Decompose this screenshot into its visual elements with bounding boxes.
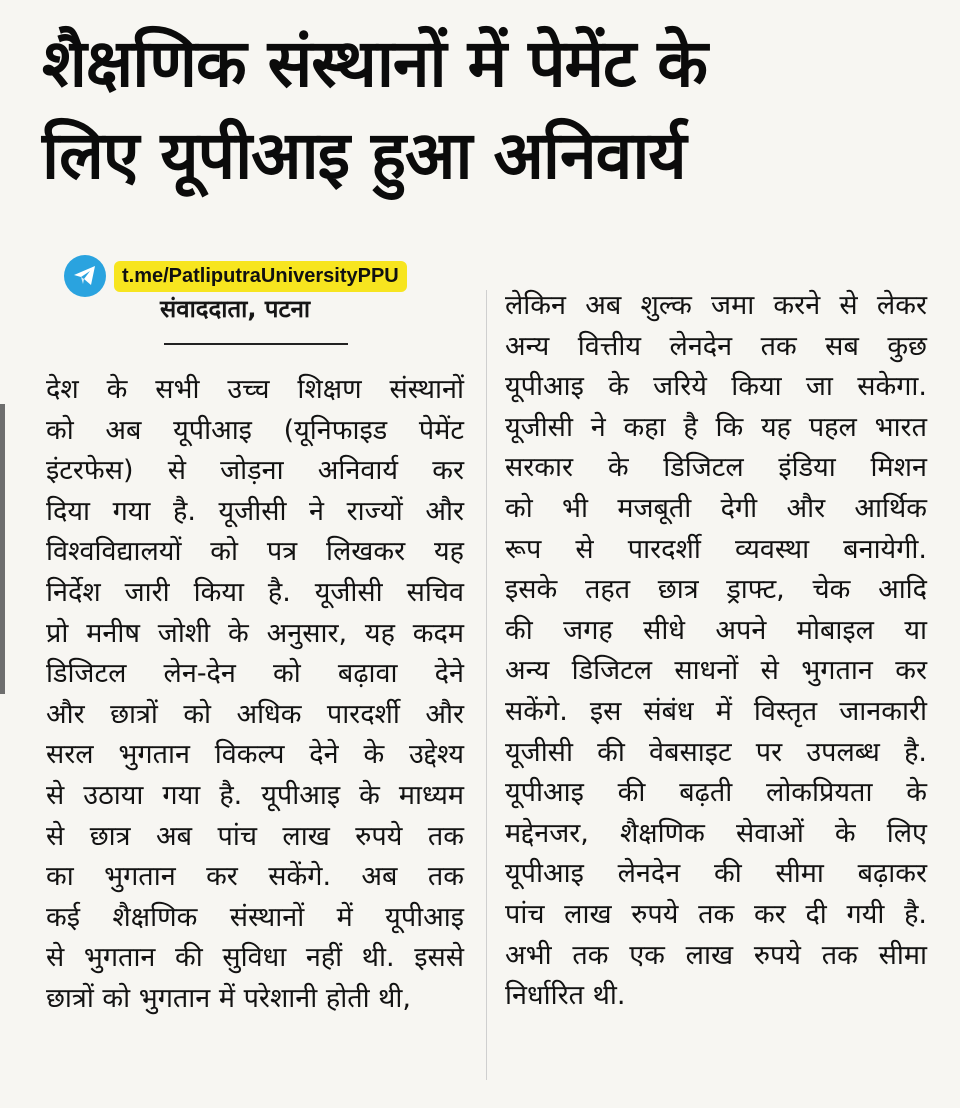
- headline-line-2: लिए यूपीआइ हुआ अनिवार्य: [42, 117, 686, 194]
- article-line: अन्य डिजिटल साधनों से भुगतान कर: [505, 655, 927, 687]
- article-line: रूप से पारदर्शी व्यवस्था बनायेगी.: [505, 533, 927, 565]
- article-line: निर्धारित थी.: [505, 980, 626, 1012]
- article-line: और छात्रों को अधिक पारदर्शी और: [46, 698, 464, 730]
- article-line: का भुगतान कर सकेंगे. अब तक: [46, 861, 464, 893]
- article-line: इंटरफेस) से जोड़ना अनिवार्य कर: [46, 455, 464, 487]
- article-line: प्रो मनीष जोशी के अनुसार, यह कदम: [46, 617, 464, 649]
- paper-plane-icon: [73, 265, 97, 287]
- article-line: अन्य वित्तीय लेनदेन तक सब कुछ: [505, 330, 927, 362]
- article-line: को भी मजबूती देगी और आर्थिक: [505, 492, 927, 524]
- article-column-left: [46, 370, 464, 1020]
- article-line: देश के सभी उच्च शिक्षण संस्थानों: [46, 374, 464, 405]
- article-line: से छात्र अब पांच लाख रुपये तक: [46, 820, 464, 852]
- article-line: की जगह सीधे अपने मोबाइल या: [505, 614, 927, 646]
- article-line: डिजिटल लेन-देन को बढ़ावा देने: [46, 658, 464, 690]
- byline-underline: [164, 343, 348, 345]
- article-line: निर्देश जारी किया है. यूजीसी सचिव: [46, 576, 464, 608]
- article-line: कई शैक्षणिक संस्थानों में यूपीआइ: [46, 901, 464, 933]
- article-line: पांच लाख रुपये तक कर दी गयी है.: [505, 898, 927, 930]
- article-line: से भुगतान की सुविधा नहीं थी. इससे: [46, 942, 464, 974]
- article-line: अभी तक एक लाख रुपये तक सीमा: [505, 939, 927, 971]
- article-line: सरल भुगतान विकल्प देने के उद्देश्य: [46, 739, 464, 771]
- article-line: यूपीआइ के जरिये किया जा सकेगा.: [505, 371, 927, 403]
- adjacent-clipping-edge: [0, 404, 5, 694]
- article-line: दिया गया है. यूजीसी ने राज्यों और: [46, 495, 464, 527]
- article-column-right: [505, 286, 927, 1017]
- article-line: सरकार के डिजिटल इंडिया मिशन: [505, 452, 927, 484]
- telegram-channel-link[interactable]: t.me/PatliputraUniversityPPU: [114, 261, 407, 292]
- article-line: लेकिन अब शुल्क जमा करने से लेकर: [505, 290, 927, 321]
- article-line: मद्देनजर, शैक्षणिक सेवाओं के लिए: [505, 817, 927, 849]
- article-line: से उठाया गया है. यूपीआइ के माध्यम: [46, 779, 464, 811]
- article-line: यूपीआइ की बढ़ती लोकप्रियता के: [505, 777, 927, 809]
- article-line: सकेंगे. इस संबंध में विस्तृत जानकारी: [505, 695, 927, 727]
- headline-line-1: शैक्षणिक संस्थानों में पेमेंट के: [42, 25, 707, 102]
- column-divider: [486, 290, 487, 1080]
- article-line: छात्रों को भुगतान में परेशानी होती थी,: [46, 982, 411, 1014]
- article-line: को अब यूपीआइ (यूनिफाइड पेमेंट: [46, 414, 464, 446]
- article-line: यूजीसी ने कहा है कि यह पहल भारत: [505, 411, 927, 443]
- article-line: यूजीसी की वेबसाइट पर उपलब्ध है.: [505, 736, 927, 768]
- telegram-icon[interactable]: [64, 255, 106, 297]
- byline: संवाददाता, पटना: [160, 295, 311, 323]
- article-line: यूपीआइ लेनदेन की सीमा बढ़ाकर: [505, 858, 927, 890]
- article-line: विश्वविद्यालयों को पत्र लिखकर यह: [46, 536, 464, 568]
- headline: [42, 18, 932, 202]
- article-line: इसके तहत छात्र ड्राफ्ट, चेक आदि: [505, 574, 927, 606]
